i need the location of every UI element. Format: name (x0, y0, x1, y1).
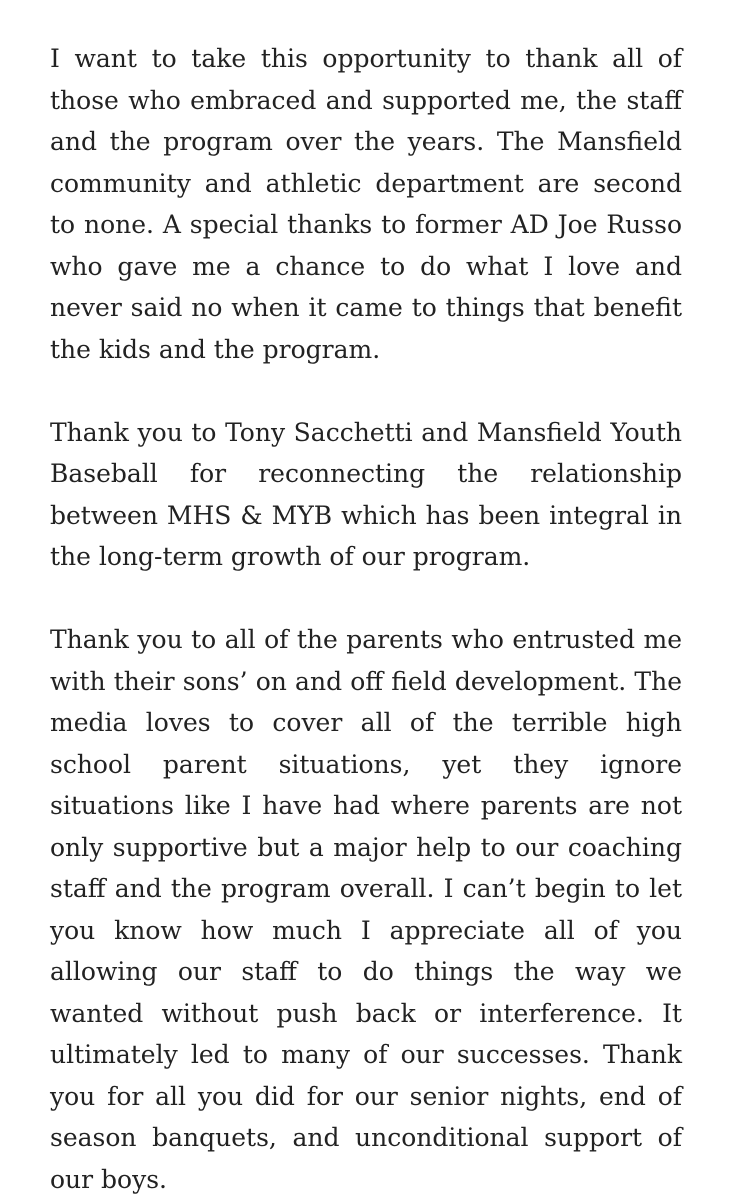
paragraph-thanks-community: I want to take this opportunity to thank all of those who embraced and supported me, the staff and the program over the years. The Mansfield community and athletic department are second to none. A special thanks to former AD Joe Russo who gave me a chance to do what I love and never said no when it came to things that benefit the kids and the program. (50, 44, 682, 364)
paragraph-thanks-youth-baseball: Thank you to Tony Sacchetti and Mansfield Youth Baseball for reconnecting the relationship between MHS & MYB which has been integral in the long-term growth of our program. (50, 417, 682, 571)
paragraph-thanks-parents: Thank you to all of the parents who entrusted me with their sons’ on and off field development. The media loves to cover all of the terrible high school parent situations, yet they ignore situations like I have had where parents are not only supportive but a major help to our coaching staff and the program overall. I can’t begin to let you know how much I appreciate all of you allowing our staff to do things the way we wanted without push back or interference. It ultimately led to many of our successes. Thank you for all you did for our senior nights, end of season banquets, and unconditional support of our boys. (50, 625, 682, 1194)
